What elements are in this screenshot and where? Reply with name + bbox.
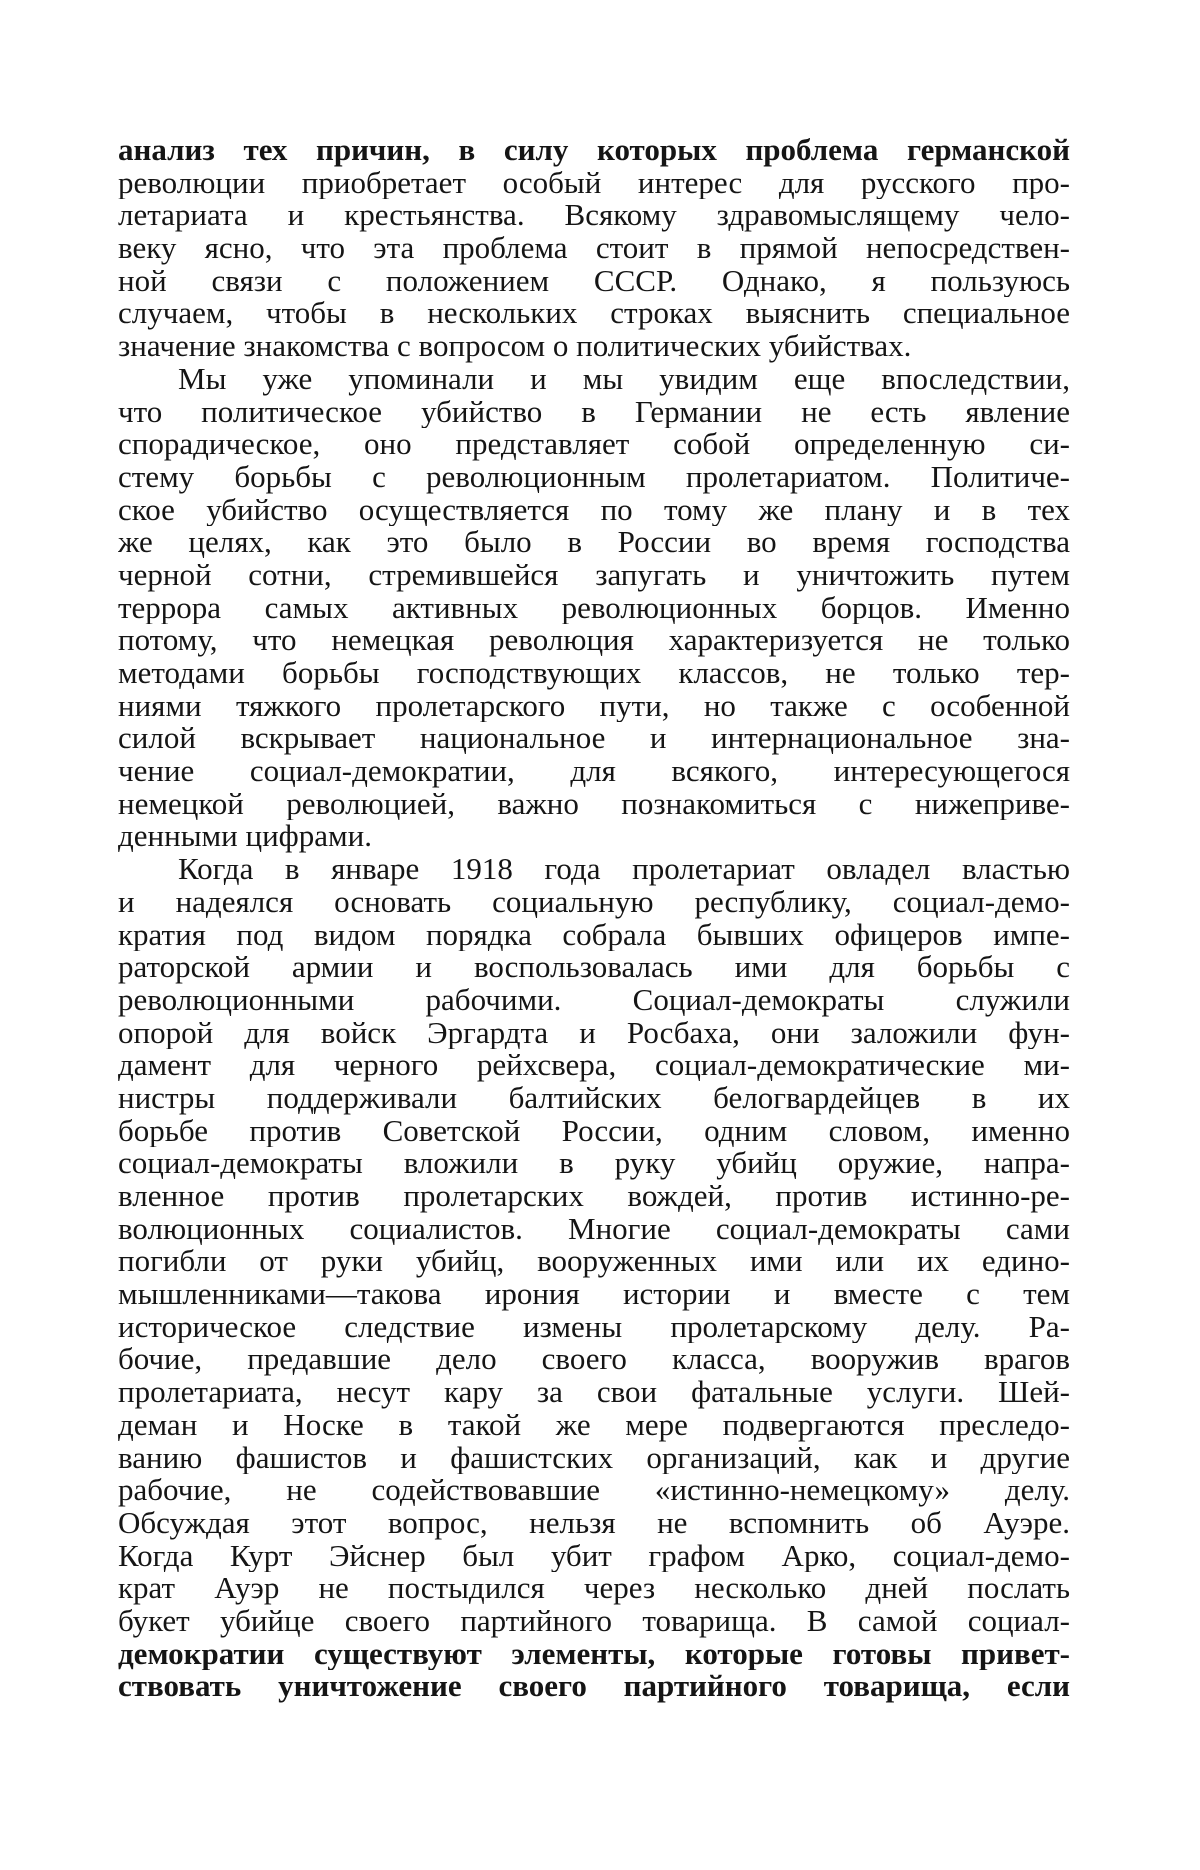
text-line: Когда Курт Эйснер был убит графом Арко, социал-демо- — [118, 1539, 1070, 1573]
text-line: волюционных социалистов. Многие социал-демократы сами — [118, 1212, 1070, 1246]
text-line: пролетариата, несут кару за свои фатальные услуги. Шей- — [118, 1376, 1070, 1409]
text-line: деман и Носке в такой же мере подвергаются преследо- — [118, 1408, 1070, 1442]
text-line: кратия под видом порядка собрала бывших офицеров импе- — [118, 918, 1070, 952]
text-line: черной сотни, стремившейся запугать и уничтожить путем — [118, 558, 1070, 592]
text-line: ствовать уничтожение своего партийного товарища, если — [118, 1670, 1070, 1703]
text-line: демократии существуют элементы, которые готовы привет- — [118, 1637, 1070, 1671]
text-line: раторской армии и воспользовалась ими для борьбы с — [118, 951, 1070, 984]
text-line: и надеялся основать социальную республику, социал-демо- — [118, 885, 1070, 919]
text-line: мышленниками—такова ирония истории и вместе с тем — [118, 1278, 1070, 1311]
text-line: Обсуждая этот вопрос, нельзя не вспомнить об Ауэре. — [118, 1506, 1070, 1540]
text-line: рабочие, не содействовавшие «истинно-немецкому» делу. — [118, 1474, 1070, 1507]
text-line: немецкой революцией, важно познакомиться с нижеприве- — [118, 787, 1070, 821]
text-line: Когда в январе 1918 года пролетариат овладел властью — [178, 853, 1070, 886]
text-line: нистры поддерживали балтийских белогвардейцев в их — [118, 1081, 1070, 1115]
text-line: революционными рабочими. Социал-демократы служили — [118, 983, 1070, 1017]
text-line: Мы уже упоминали и мы увидим еще впоследствии, — [178, 362, 1070, 396]
text-line: ское убийство осуществляется по тому же плану и в тех — [118, 493, 1070, 527]
text-line: значение знакомства с вопросом о политических убийствах. — [118, 330, 912, 363]
text-line: потому, что немецкая революция характеризуется не только — [118, 624, 1070, 657]
text-line: анализ тех причин, в силу которых проблема германской — [118, 134, 1070, 167]
paragraph-3 — [118, 853, 1070, 1703]
text-line: денными цифрами. — [118, 820, 372, 854]
text-line: чение социал-демократии, для всякого, интересующегося — [118, 755, 1070, 788]
paragraph-2 — [118, 363, 1070, 853]
text-line: бочие, предавшие дело своего класса, вооружив врагов — [118, 1343, 1070, 1377]
text-line: букет убийце своего партийного товарища. В самой социал- — [118, 1604, 1070, 1638]
text-line: дамент для черного рейхсвера, социал-демократические ми- — [118, 1049, 1070, 1082]
text-line: веку ясно, что эта проблема стоит в прямой непосредствен- — [118, 232, 1070, 265]
text-line: террора самых активных революционных борцов. Именно — [118, 591, 1070, 625]
text-line: же целях, как это было в России во время господства — [118, 526, 1070, 559]
text-line: ванию фашистов и фашистских организаций, как и другие — [118, 1441, 1070, 1475]
text-line: стему борьбы с революционным пролетариатом. Политиче- — [118, 460, 1070, 494]
text-line: спорадическое, оно представляет собой определенную си- — [118, 428, 1070, 461]
text-line: силой вскрывает национальное и интернациональное зна- — [118, 722, 1070, 756]
text-line: методами борьбы господствующих классов, не только тер- — [118, 657, 1070, 690]
text-line: социал-демократы вложили в руку убийц оружие, напра- — [118, 1147, 1070, 1180]
text-line: случаем, чтобы в нескольких строках выяснить специальное — [118, 297, 1070, 331]
text-line: ной связи с положением СССР. Однако, я пользуюсь — [118, 264, 1070, 298]
text-line: вленное против пролетарских вождей, против истинно-ре- — [118, 1180, 1070, 1213]
text-line: погибли от руки убийц, вооруженных ими или их едино- — [118, 1245, 1070, 1279]
text-line: историческое следствие измены пролетарскому делу. Ра- — [118, 1310, 1070, 1344]
text-line: революции приобретает особый интерес для русского про- — [118, 166, 1070, 200]
page-body — [118, 134, 1070, 1703]
text-line: крат Ауэр не постыдился через несколько дней послать — [118, 1572, 1070, 1605]
text-line: борьбе против Советской России, одним словом, именно — [118, 1114, 1070, 1148]
text-line: летариата и крестьянства. Всякому здравомыслящему чело- — [118, 199, 1070, 233]
text-line: ниями тяжкого пролетарского пути, но также с особенной — [118, 689, 1070, 723]
text-line: что политическое убийство в Германии не есть явление — [118, 395, 1070, 429]
paragraph-1 — [118, 134, 1070, 363]
text-line: опорой для войск Эргардта и Росбаха, они заложили фун- — [118, 1016, 1070, 1050]
